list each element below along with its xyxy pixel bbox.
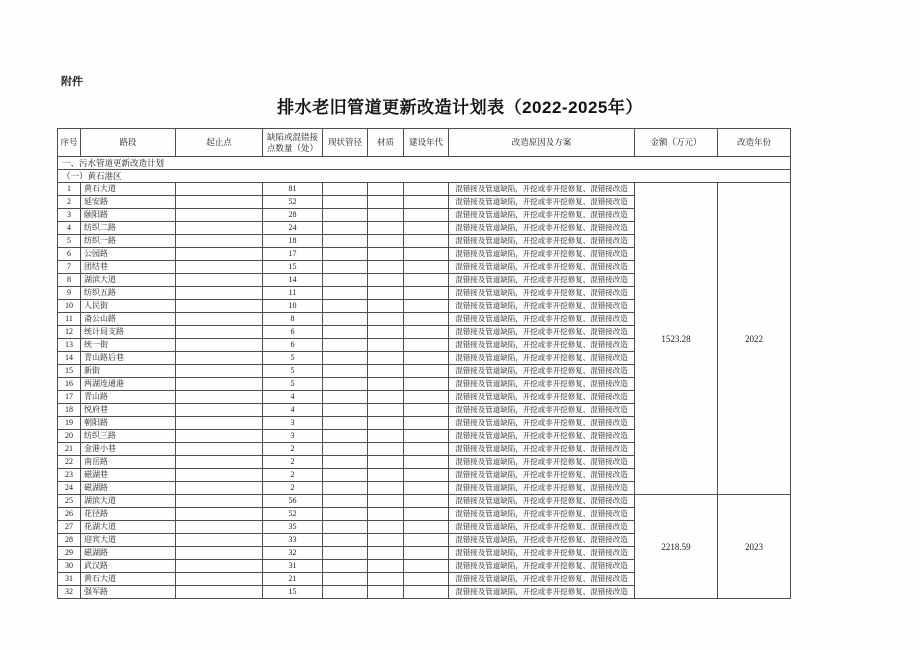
cell-diameter (323, 183, 368, 196)
cell-era (404, 495, 449, 508)
cell-points: 10 (263, 300, 323, 313)
cell-start-end (176, 352, 263, 365)
cell-start-end (176, 469, 263, 482)
cell-road: 花径路 (81, 508, 176, 521)
cell-start-end (176, 196, 263, 209)
cell-no: 9 (58, 287, 81, 300)
cell-material (368, 339, 404, 352)
cell-diameter (323, 495, 368, 508)
cell-diameter (323, 547, 368, 560)
cell-reason: 混错接及管道缺陷，开挖或非开挖修复、混错接改造 (449, 586, 635, 599)
cell-material (368, 378, 404, 391)
cell-diameter (323, 534, 368, 547)
column-header-era: 建设年代 (404, 129, 449, 157)
cell-no: 23 (58, 469, 81, 482)
cell-road: 团结巷 (81, 261, 176, 274)
cell-era (404, 287, 449, 300)
cell-reason: 混错接及管道缺陷，开挖或非开挖修复、混错接改造 (449, 235, 635, 248)
cell-reason: 混错接及管道缺陷，开挖或非开挖修复、混错接改造 (449, 469, 635, 482)
cell-road: 统一街 (81, 339, 176, 352)
cell-material (368, 183, 404, 196)
cell-diameter (323, 391, 368, 404)
cell-no: 13 (58, 339, 81, 352)
cell-points: 52 (263, 196, 323, 209)
cell-start-end (176, 339, 263, 352)
cell-material (368, 469, 404, 482)
cell-road: 纺织一路 (81, 235, 176, 248)
cell-start-end (176, 248, 263, 261)
cell-material (368, 508, 404, 521)
column-header-points: 缺陷或混错接点数量（处） (263, 129, 323, 157)
cell-road: 磁湖巷 (81, 469, 176, 482)
cell-diameter (323, 352, 368, 365)
cell-reason: 混错接及管道缺陷，开挖或非开挖修复、混错接改造 (449, 495, 635, 508)
cell-reason: 混错接及管道缺陷，开挖或非开挖修复、混错接改造 (449, 404, 635, 417)
cell-material (368, 287, 404, 300)
cell-era (404, 456, 449, 469)
cell-reason: 混错接及管道缺陷，开挖或非开挖修复、混错接改造 (449, 573, 635, 586)
cell-start-end (176, 430, 263, 443)
cell-reason: 混错接及管道缺陷，开挖或非开挖修复、混错接改造 (449, 443, 635, 456)
cell-era (404, 248, 449, 261)
cell-material (368, 326, 404, 339)
cell-diameter (323, 482, 368, 495)
cell-start-end (176, 313, 263, 326)
cell-era (404, 300, 449, 313)
cell-reason: 混错接及管道缺陷，开挖或非开挖修复、混错接改造 (449, 378, 635, 391)
cell-points: 6 (263, 326, 323, 339)
cell-era (404, 404, 449, 417)
cell-material (368, 248, 404, 261)
cell-material (368, 534, 404, 547)
cell-start-end (176, 404, 263, 417)
cell-points: 14 (263, 274, 323, 287)
cell-diameter (323, 274, 368, 287)
section-label: 一、污水管道更新改造计划 (58, 157, 791, 170)
cell-no: 19 (58, 417, 81, 430)
cell-amount: 1523.28 (635, 183, 718, 495)
cell-road: 湖滨大道 (81, 495, 176, 508)
cell-material (368, 196, 404, 209)
cell-reason: 混错接及管道缺陷，开挖或非开挖修复、混错接改造 (449, 456, 635, 469)
cell-era (404, 339, 449, 352)
cell-reason: 混错接及管道缺陷，开挖或非开挖修复、混错接改造 (449, 274, 635, 287)
cell-diameter (323, 430, 368, 443)
cell-reason: 混错接及管道缺陷，开挖或非开挖修复、混错接改造 (449, 326, 635, 339)
cell-points: 31 (263, 560, 323, 573)
table-row (58, 495, 791, 508)
cell-points: 32 (263, 547, 323, 560)
cell-road: 迎宾大道 (81, 534, 176, 547)
cell-diameter (323, 560, 368, 573)
cell-reason: 混错接及管道缺陷，开挖或非开挖修复、混错接改造 (449, 521, 635, 534)
cell-road: 公园路 (81, 248, 176, 261)
cell-reason: 混错接及管道缺陷，开挖或非开挖修复、混错接改造 (449, 508, 635, 521)
cell-era (404, 443, 449, 456)
column-header-material: 材质 (368, 129, 404, 157)
cell-start-end (176, 560, 263, 573)
cell-material (368, 417, 404, 430)
cell-era (404, 274, 449, 287)
cell-era (404, 365, 449, 378)
cell-diameter (323, 196, 368, 209)
renovation-plan-table (57, 128, 791, 599)
cell-material (368, 365, 404, 378)
cell-start-end (176, 235, 263, 248)
cell-era (404, 352, 449, 365)
cell-material (368, 209, 404, 222)
cell-reason: 混错接及管道缺陷，开挖或非开挖修复、混错接改造 (449, 300, 635, 313)
cell-year: 2022 (718, 183, 791, 495)
cell-road: 南岳路 (81, 456, 176, 469)
column-header-reason: 改造原因及方案 (449, 129, 635, 157)
cell-points: 8 (263, 313, 323, 326)
cell-reason: 混错接及管道缺陷，开挖或非开挖修复、混错接改造 (449, 534, 635, 547)
cell-material (368, 586, 404, 599)
cell-no: 28 (58, 534, 81, 547)
cell-points: 2 (263, 482, 323, 495)
header-row (58, 129, 791, 157)
cell-reason: 混错接及管道缺陷，开挖或非开挖修复、混错接改造 (449, 209, 635, 222)
cell-era (404, 469, 449, 482)
cell-points: 11 (263, 287, 323, 300)
cell-start-end (176, 417, 263, 430)
section-label: （一）黄石港区 (58, 170, 791, 183)
cell-points: 3 (263, 417, 323, 430)
cell-material (368, 560, 404, 573)
cell-start-end (176, 209, 263, 222)
cell-road: 青山路 (81, 391, 176, 404)
cell-no: 3 (58, 209, 81, 222)
cell-road: 黄石大道 (81, 183, 176, 196)
cell-points: 4 (263, 404, 323, 417)
cell-road: 花湖大道 (81, 521, 176, 534)
cell-diameter (323, 261, 368, 274)
cell-start-end (176, 573, 263, 586)
cell-era (404, 430, 449, 443)
cell-road: 强军路 (81, 586, 176, 599)
cell-start-end (176, 326, 263, 339)
section-row-district (58, 170, 791, 183)
cell-start-end (176, 456, 263, 469)
cell-diameter (323, 404, 368, 417)
cell-reason: 混错接及管道缺陷，开挖或非开挖修复、混错接改造 (449, 391, 635, 404)
cell-diameter (323, 209, 368, 222)
cell-start-end (176, 521, 263, 534)
cell-points: 15 (263, 586, 323, 599)
cell-no: 22 (58, 456, 81, 469)
cell-material (368, 404, 404, 417)
cell-no: 14 (58, 352, 81, 365)
cell-era (404, 196, 449, 209)
column-header-road: 路段 (81, 129, 176, 157)
column-header-no: 序号 (58, 129, 81, 157)
cell-no: 8 (58, 274, 81, 287)
cell-reason: 混错接及管道缺陷，开挖或非开挖修复、混错接改造 (449, 482, 635, 495)
cell-road: 金港小巷 (81, 443, 176, 456)
cell-material (368, 521, 404, 534)
column-header-startend: 起止点 (176, 129, 263, 157)
cell-road: 磁湖路 (81, 482, 176, 495)
cell-diameter (323, 469, 368, 482)
cell-diameter (323, 573, 368, 586)
cell-reason: 混错接及管道缺陷，开挖或非开挖修复、混错接改造 (449, 222, 635, 235)
cell-era (404, 183, 449, 196)
cell-material (368, 495, 404, 508)
cell-diameter (323, 378, 368, 391)
cell-start-end (176, 482, 263, 495)
cell-start-end (176, 586, 263, 599)
cell-year: 2023 (718, 495, 791, 599)
table-row (58, 183, 791, 196)
cell-road: 统计局支路 (81, 326, 176, 339)
cell-reason: 混错接及管道缺陷，开挖或非开挖修复、混错接改造 (449, 339, 635, 352)
cell-points: 4 (263, 391, 323, 404)
cell-era (404, 508, 449, 521)
table-header (58, 129, 791, 157)
cell-road: 悦府巷 (81, 404, 176, 417)
cell-points: 2 (263, 443, 323, 456)
cell-diameter (323, 417, 368, 430)
section-row-plan (58, 157, 791, 170)
cell-points: 3 (263, 430, 323, 443)
cell-no: 15 (58, 365, 81, 378)
cell-material (368, 482, 404, 495)
cell-no: 25 (58, 495, 81, 508)
cell-road: 湖滨大道 (81, 274, 176, 287)
cell-reason: 混错接及管道缺陷，开挖或非开挖修复、混错接改造 (449, 248, 635, 261)
cell-points: 17 (263, 248, 323, 261)
cell-no: 30 (58, 560, 81, 573)
cell-no: 17 (58, 391, 81, 404)
table-body (58, 157, 791, 599)
cell-points: 35 (263, 521, 323, 534)
cell-no: 2 (58, 196, 81, 209)
cell-points: 52 (263, 508, 323, 521)
cell-no: 20 (58, 430, 81, 443)
cell-road: 斋公山路 (81, 313, 176, 326)
cell-material (368, 456, 404, 469)
cell-amount: 2218.59 (635, 495, 718, 599)
cell-diameter (323, 365, 368, 378)
cell-era (404, 378, 449, 391)
cell-no: 12 (58, 326, 81, 339)
cell-material (368, 443, 404, 456)
cell-no: 16 (58, 378, 81, 391)
cell-no: 31 (58, 573, 81, 586)
cell-start-end (176, 183, 263, 196)
cell-era (404, 261, 449, 274)
cell-diameter (323, 326, 368, 339)
cell-era (404, 313, 449, 326)
cell-road: 纺织三路 (81, 430, 176, 443)
cell-start-end (176, 391, 263, 404)
cell-reason: 混错接及管道缺陷，开挖或非开挖修复、混错接改造 (449, 547, 635, 560)
cell-no: 10 (58, 300, 81, 313)
cell-points: 81 (263, 183, 323, 196)
cell-start-end (176, 547, 263, 560)
cell-diameter (323, 313, 368, 326)
cell-diameter (323, 287, 368, 300)
cell-points: 6 (263, 339, 323, 352)
cell-start-end (176, 274, 263, 287)
cell-road: 青山路后巷 (81, 352, 176, 365)
cell-diameter (323, 508, 368, 521)
cell-points: 21 (263, 573, 323, 586)
cell-material (368, 313, 404, 326)
cell-diameter (323, 300, 368, 313)
cell-material (368, 222, 404, 235)
cell-diameter (323, 456, 368, 469)
cell-diameter (323, 222, 368, 235)
cell-diameter (323, 443, 368, 456)
cell-material (368, 573, 404, 586)
cell-no: 5 (58, 235, 81, 248)
cell-era (404, 222, 449, 235)
cell-no: 6 (58, 248, 81, 261)
cell-material (368, 547, 404, 560)
cell-points: 18 (263, 235, 323, 248)
cell-start-end (176, 378, 263, 391)
cell-points: 2 (263, 469, 323, 482)
cell-road: 延安路 (81, 196, 176, 209)
cell-points: 2 (263, 456, 323, 469)
cell-era (404, 560, 449, 573)
cell-points: 5 (263, 365, 323, 378)
cell-start-end (176, 443, 263, 456)
cell-reason: 混错接及管道缺陷，开挖或非开挖修复、混错接改造 (449, 430, 635, 443)
cell-points: 5 (263, 378, 323, 391)
cell-reason: 混错接及管道缺陷，开挖或非开挖修复、混错接改造 (449, 183, 635, 196)
column-header-amount: 金额（万元） (635, 129, 718, 157)
cell-no: 29 (58, 547, 81, 560)
cell-road: 纺织二路 (81, 222, 176, 235)
cell-reason: 混错接及管道缺陷，开挖或非开挖修复、混错接改造 (449, 417, 635, 430)
cell-no: 24 (58, 482, 81, 495)
cell-era (404, 209, 449, 222)
cell-start-end (176, 222, 263, 235)
cell-no: 27 (58, 521, 81, 534)
cell-era (404, 391, 449, 404)
cell-start-end (176, 261, 263, 274)
cell-material (368, 430, 404, 443)
cell-reason: 混错接及管道缺陷，开挖或非开挖修复、混错接改造 (449, 287, 635, 300)
cell-diameter (323, 339, 368, 352)
cell-points: 56 (263, 495, 323, 508)
cell-road: 武汉路 (81, 560, 176, 573)
cell-points: 15 (263, 261, 323, 274)
cell-era (404, 521, 449, 534)
cell-diameter (323, 248, 368, 261)
cell-start-end (176, 287, 263, 300)
cell-diameter (323, 586, 368, 599)
cell-road: 新街 (81, 365, 176, 378)
cell-era (404, 417, 449, 430)
cell-road: 纺织五路 (81, 287, 176, 300)
cell-road: 颐阳路 (81, 209, 176, 222)
cell-points: 5 (263, 352, 323, 365)
cell-no: 26 (58, 508, 81, 521)
cell-start-end (176, 300, 263, 313)
cell-diameter (323, 521, 368, 534)
cell-era (404, 573, 449, 586)
page-title: 排水老旧管道更新改造计划表（2022-2025年） (277, 98, 643, 117)
column-header-year: 改造年份 (718, 129, 791, 157)
cell-material (368, 235, 404, 248)
cell-road: 朝阳路 (81, 417, 176, 430)
cell-road: 磁湖路 (81, 547, 176, 560)
cell-points: 24 (263, 222, 323, 235)
column-header-diameter: 现状管径 (323, 129, 368, 157)
cell-material (368, 352, 404, 365)
cell-road: 两湖连通港 (81, 378, 176, 391)
cell-reason: 混错接及管道缺陷，开挖或非开挖修复、混错接改造 (449, 352, 635, 365)
cell-start-end (176, 508, 263, 521)
cell-road: 黄石大道 (81, 573, 176, 586)
cell-era (404, 534, 449, 547)
cell-no: 18 (58, 404, 81, 417)
cell-road: 人民街 (81, 300, 176, 313)
cell-points: 33 (263, 534, 323, 547)
cell-era (404, 482, 449, 495)
cell-reason: 混错接及管道缺陷，开挖或非开挖修复、混错接改造 (449, 196, 635, 209)
cell-reason: 混错接及管道缺陷，开挖或非开挖修复、混错接改造 (449, 313, 635, 326)
cell-no: 11 (58, 313, 81, 326)
cell-no: 32 (58, 586, 81, 599)
cell-material (368, 261, 404, 274)
cell-no: 21 (58, 443, 81, 456)
cell-reason: 混错接及管道缺陷，开挖或非开挖修复、混错接改造 (449, 365, 635, 378)
cell-material (368, 391, 404, 404)
cell-diameter (323, 235, 368, 248)
attachment-label: 附件 (61, 76, 83, 88)
cell-era (404, 235, 449, 248)
cell-start-end (176, 495, 263, 508)
cell-no: 1 (58, 183, 81, 196)
cell-era (404, 586, 449, 599)
cell-reason: 混错接及管道缺陷，开挖或非开挖修复、混错接改造 (449, 560, 635, 573)
cell-era (404, 547, 449, 560)
cell-no: 4 (58, 222, 81, 235)
cell-material (368, 300, 404, 313)
cell-reason: 混错接及管道缺陷，开挖或非开挖修复、混错接改造 (449, 261, 635, 274)
cell-points: 28 (263, 209, 323, 222)
cell-start-end (176, 534, 263, 547)
cell-start-end (176, 365, 263, 378)
cell-material (368, 274, 404, 287)
cell-no: 7 (58, 261, 81, 274)
cell-era (404, 326, 449, 339)
